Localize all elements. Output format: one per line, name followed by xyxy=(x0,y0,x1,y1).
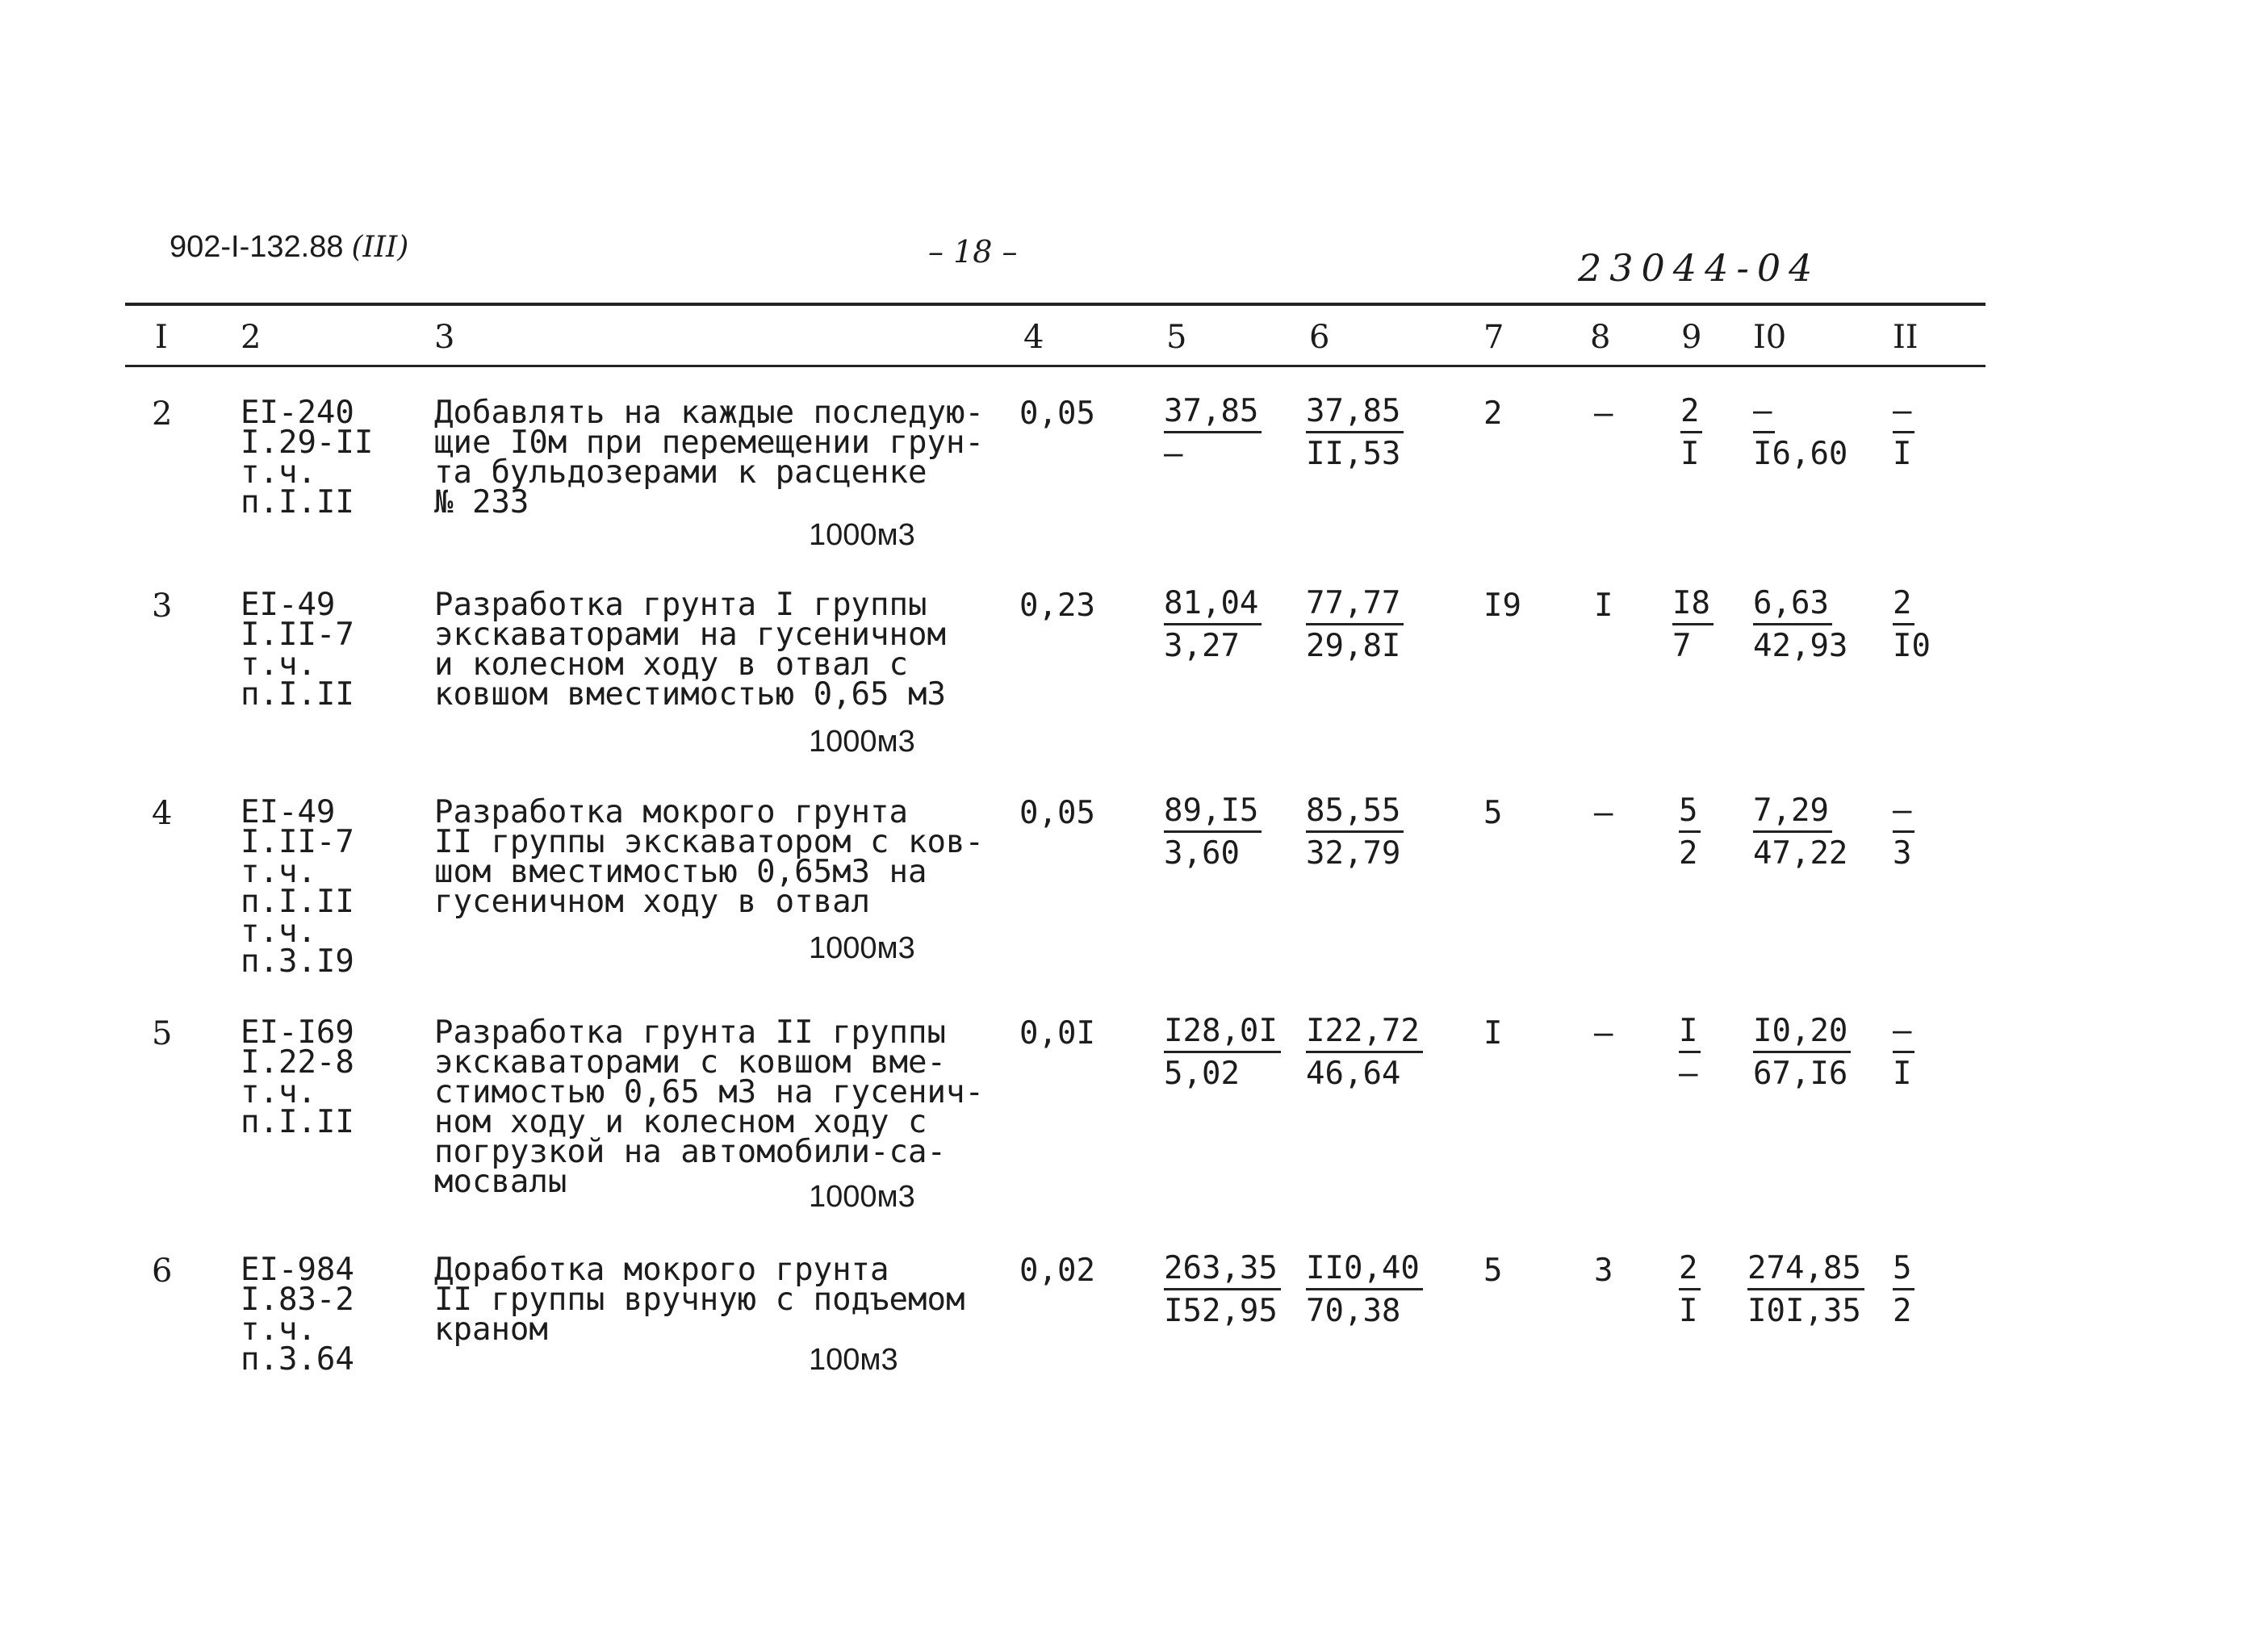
work-description: Доработка мокрого грунта II группы вручную с подъемом краном xyxy=(434,1252,965,1348)
column-header-3: 3 xyxy=(434,319,455,356)
column-10-bottom: I0I,35 xyxy=(1747,1293,1861,1329)
measure-unit: 1000м3 xyxy=(809,1180,915,1214)
column-header-8: 8 xyxy=(1590,319,1611,356)
measure-unit: 1000м3 xyxy=(809,931,915,965)
column-9-top: 5 xyxy=(1679,793,1701,833)
column-11-bottom: I xyxy=(1893,1056,1912,1092)
column-6-bottom: 29,8I xyxy=(1306,628,1401,664)
quantity: 0,05 xyxy=(1019,395,1095,432)
column-9-top: 2 xyxy=(1680,394,1702,433)
column-5-bottom: 3,27 xyxy=(1164,628,1240,664)
column-9-fraction xyxy=(1679,1251,1701,1329)
column-5-bottom: I52,95 xyxy=(1164,1293,1278,1329)
column-5-top: 263,35 xyxy=(1164,1251,1281,1290)
column-11-top: – xyxy=(1893,394,1914,433)
column-5-top: I28,0I xyxy=(1164,1014,1281,1053)
column-10-bottom: 47,22 xyxy=(1753,835,1848,872)
work-description: Разработка грунта I группы экскаваторами на гусеничном и колесном ходу в отвал с ковшом вместимостью 0,65 м3 xyxy=(434,587,946,713)
quantity: 0,0I xyxy=(1019,1015,1095,1052)
column-5-bottom: 5,02 xyxy=(1164,1056,1240,1092)
work-description: Разработка грунта II группы экскаваторами с ковшом вме- стимостью 0,65 м3 на гусенич- ном ходу и колесном ходу с погрузкой на автомобили-са- мосвалы xyxy=(434,1014,984,1200)
column-5-fraction xyxy=(1164,586,1262,664)
page-number: – 18 – xyxy=(928,234,1018,270)
column-8-value: – xyxy=(1594,395,1613,432)
row-number: 5 xyxy=(152,1015,173,1052)
column-9-bottom: I xyxy=(1680,436,1700,472)
rate-code: EI-I69 I.22-8 т.ч. п.I.II xyxy=(241,1014,354,1140)
table-header-rule xyxy=(125,365,1986,367)
column-10-fraction xyxy=(1753,1014,1851,1092)
column-10-top: 6,63 xyxy=(1753,586,1832,625)
column-10-fraction xyxy=(1753,394,1847,472)
column-9-fraction xyxy=(1672,586,1714,664)
column-7-value: 2 xyxy=(1483,395,1503,432)
column-10-top: – xyxy=(1753,394,1775,433)
column-6-fraction xyxy=(1306,394,1404,472)
inventory-number: 23044-04 xyxy=(1578,246,1821,290)
column-10-bottom: 67,I6 xyxy=(1753,1056,1848,1092)
column-9-bottom: – xyxy=(1679,1056,1698,1092)
column-6-bottom: 70,38 xyxy=(1306,1293,1401,1329)
column-9-top: 2 xyxy=(1679,1251,1701,1290)
column-6-bottom: 32,79 xyxy=(1306,835,1401,872)
work-description: Разработка мокрого грунта II группы экскаватором с ков- шом вместимостью 0,65м3 на гусеничном ходу в отвал xyxy=(434,794,984,920)
column-8-value: – xyxy=(1594,1015,1613,1052)
rate-code: EI-984 I.83-2 т.ч. п.3.64 xyxy=(241,1252,354,1378)
measure-unit: 1000м3 xyxy=(809,518,915,552)
column-header-6: 6 xyxy=(1309,319,1330,356)
column-5-top: 37,85 xyxy=(1164,394,1262,433)
column-9-fraction xyxy=(1679,1014,1701,1092)
column-11-top: 2 xyxy=(1893,586,1914,625)
column-6-top: II0,40 xyxy=(1306,1251,1423,1290)
column-8-value: 3 xyxy=(1594,1253,1613,1289)
column-7-value: I xyxy=(1483,1015,1503,1052)
column-7-value: 5 xyxy=(1483,795,1503,831)
column-11-top: 5 xyxy=(1893,1251,1914,1290)
quantity: 0,05 xyxy=(1019,795,1095,831)
column-5-bottom: – xyxy=(1164,436,1183,472)
column-9-bottom: 7 xyxy=(1672,628,1692,664)
column-11-top: – xyxy=(1893,1014,1914,1053)
column-10-fraction xyxy=(1753,793,1847,872)
table-top-rule xyxy=(125,303,1986,306)
column-9-bottom: 2 xyxy=(1679,835,1698,872)
column-5-fraction xyxy=(1164,1251,1281,1329)
column-header-5: 5 xyxy=(1166,319,1187,356)
column-5-bottom: 3,60 xyxy=(1164,835,1240,872)
quantity: 0,02 xyxy=(1019,1253,1095,1289)
column-5-fraction xyxy=(1164,394,1262,472)
column-11-fraction xyxy=(1893,586,1931,664)
column-9-fraction xyxy=(1679,793,1701,872)
column-header-7: 7 xyxy=(1483,319,1504,356)
column-5-fraction xyxy=(1164,793,1262,872)
column-5-fraction xyxy=(1164,1014,1281,1092)
column-10-bottom: 42,93 xyxy=(1753,628,1848,664)
document-code xyxy=(169,230,408,265)
column-9-bottom: I xyxy=(1679,1293,1698,1329)
column-6-top: 85,55 xyxy=(1306,793,1404,833)
rate-code: EI-49 I.II-7 т.ч. п.I.II т.ч. п.3.I9 xyxy=(241,794,354,980)
document-code-handwritten: (III) xyxy=(351,231,409,264)
column-5-top: 81,04 xyxy=(1164,586,1262,625)
column-header-2: 2 xyxy=(241,319,262,356)
column-10-fraction xyxy=(1747,1251,1864,1329)
column-11-bottom: I xyxy=(1893,436,1912,472)
column-6-top: I22,72 xyxy=(1306,1014,1423,1053)
column-11-fraction xyxy=(1893,394,1914,472)
column-6-fraction xyxy=(1306,793,1404,872)
column-10-bottom: I6,60 xyxy=(1753,436,1848,472)
column-8-value: I xyxy=(1594,588,1613,624)
column-header-10: I0 xyxy=(1753,319,1787,356)
column-6-bottom: 46,64 xyxy=(1306,1056,1401,1092)
column-8-value: – xyxy=(1594,795,1613,831)
column-11-fraction xyxy=(1893,1251,1914,1329)
column-11-fraction xyxy=(1893,793,1914,872)
column-header-1: I xyxy=(155,319,168,356)
column-header-4: 4 xyxy=(1023,319,1044,356)
column-11-fraction xyxy=(1893,1014,1914,1092)
column-6-fraction xyxy=(1306,586,1404,664)
rate-code: EI-240 I.29-II т.ч. п.I.II xyxy=(241,395,374,521)
row-number: 3 xyxy=(152,588,173,625)
column-7-value: 5 xyxy=(1483,1253,1503,1289)
column-9-top: I8 xyxy=(1672,586,1714,625)
column-7-value: I9 xyxy=(1483,588,1521,624)
column-6-fraction xyxy=(1306,1251,1423,1329)
column-header-11: II xyxy=(1893,319,1919,356)
column-5-top: 89,I5 xyxy=(1164,793,1262,833)
measure-unit: 1000м3 xyxy=(809,725,915,759)
column-6-top: 77,77 xyxy=(1306,586,1404,625)
measure-unit: 100м3 xyxy=(809,1343,898,1377)
column-6-top: 37,85 xyxy=(1306,394,1404,433)
column-10-top: I0,20 xyxy=(1753,1014,1851,1053)
column-11-bottom: I0 xyxy=(1893,628,1931,664)
work-description: Добавлять на каждые последую- щие I0м при перемещении грун- та бульдозерами к расценке № 233 xyxy=(434,395,984,521)
column-9-fraction xyxy=(1680,394,1702,472)
column-9-top: I xyxy=(1679,1014,1701,1053)
column-10-fraction xyxy=(1753,586,1847,664)
quantity: 0,23 xyxy=(1019,588,1095,624)
column-header-9: 9 xyxy=(1681,319,1702,356)
column-6-bottom: II,53 xyxy=(1306,436,1401,472)
row-number: 2 xyxy=(152,395,173,433)
column-11-bottom: 2 xyxy=(1893,1293,1912,1329)
rate-code: EI-49 I.II-7 т.ч. п.I.II xyxy=(241,587,354,713)
column-10-top: 7,29 xyxy=(1753,793,1832,833)
column-11-bottom: 3 xyxy=(1893,835,1912,872)
row-number: 6 xyxy=(152,1253,173,1290)
document-code-text: 902-I-132.88 xyxy=(169,230,344,264)
row-number: 4 xyxy=(152,795,173,832)
column-6-fraction xyxy=(1306,1014,1423,1092)
column-11-top: – xyxy=(1893,793,1914,833)
column-10-top: 274,85 xyxy=(1747,1251,1864,1290)
